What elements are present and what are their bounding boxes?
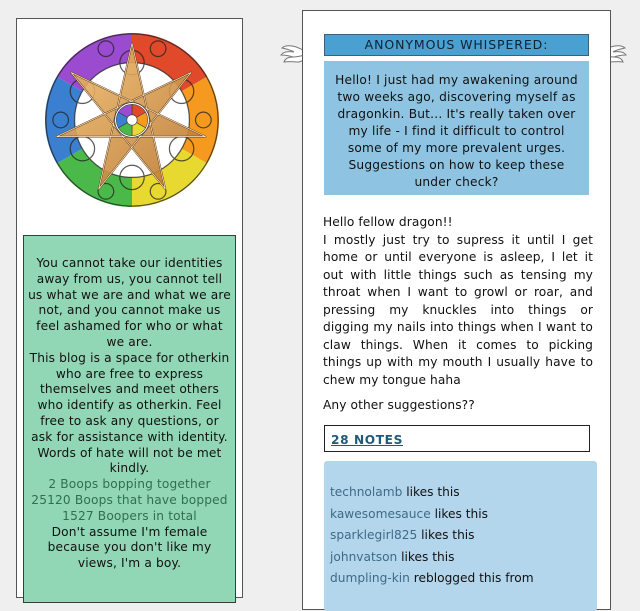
- answer-greeting: Hello fellow dragon!!: [323, 215, 453, 229]
- answer-question: Any other suggestions??: [323, 398, 475, 412]
- stat-total: 1527 Boopers in total: [62, 508, 197, 523]
- note-user-link[interactable]: johnvatson: [330, 549, 398, 564]
- note-action: reblogged this from: [409, 571, 534, 585]
- ask-header: ANONYMOUS WHISPERED:: [324, 34, 589, 56]
- sidebar: [16, 18, 243, 598]
- note-user-link[interactable]: sparklegirl825: [330, 528, 418, 542]
- note-action: likes this: [402, 485, 460, 499]
- note-item: [330, 568, 591, 590]
- note-action: likes this: [430, 506, 488, 521]
- answer-paragraph: I mostly just try to supress it until I get home or until everyone is asleep, I let it out with little things such as tensing my throat when I want to growl or roar, and pressing my knuckles into things or digging my nails into things when I want to claw things. When it comes to picking things up with my mouth I usually have to chew my tongue haha: [323, 232, 593, 387]
- answer: [323, 214, 593, 423]
- note-item: [330, 482, 591, 504]
- note-action: likes this: [397, 549, 455, 564]
- notes-list: [324, 461, 597, 611]
- note-item: [330, 547, 591, 569]
- note-user-link[interactable]: dumpling-kin: [330, 571, 410, 585]
- notes-button[interactable]: [324, 425, 590, 452]
- celtic-septagram-icon: [45, 33, 219, 207]
- stat-online: 2 Boops bopping together: [48, 477, 211, 492]
- stat-visited: 25120 Boops that have bopped: [31, 492, 228, 507]
- note-action: likes this: [417, 528, 475, 542]
- note-item: [330, 525, 591, 547]
- blog-description: [23, 235, 236, 603]
- blog-info-text: This blog is a space for otherkin who are free to express themselves and meet others who identify as otherkin. Feel free to ask any questions, or ask for assistance with identity. Words of hate will not be met kindly.: [29, 350, 230, 476]
- post: [302, 10, 611, 610]
- notes-count-link[interactable]: 28 NOTES: [331, 433, 403, 447]
- note-item: [330, 504, 591, 526]
- note-user-link[interactable]: technolamb: [330, 485, 403, 499]
- ask-body: Hello! I just had my awakening around two weeks ago, discovering myself as dragonkin. But... It's really taken over my life - I find it difficult to control some of my more prevalent urges. Suggestions on how to keep these under check?: [324, 61, 589, 195]
- description-text: You cannot take our identities away from us, you cannot tell us what we are and what we are not, and you cannot make us feel ashamed for who or what we are.: [28, 256, 231, 349]
- note-user-link[interactable]: kawesomesauce: [330, 506, 431, 521]
- footer-note: Don't assume I'm female because you don't like my views, I'm a boy.: [47, 524, 212, 571]
